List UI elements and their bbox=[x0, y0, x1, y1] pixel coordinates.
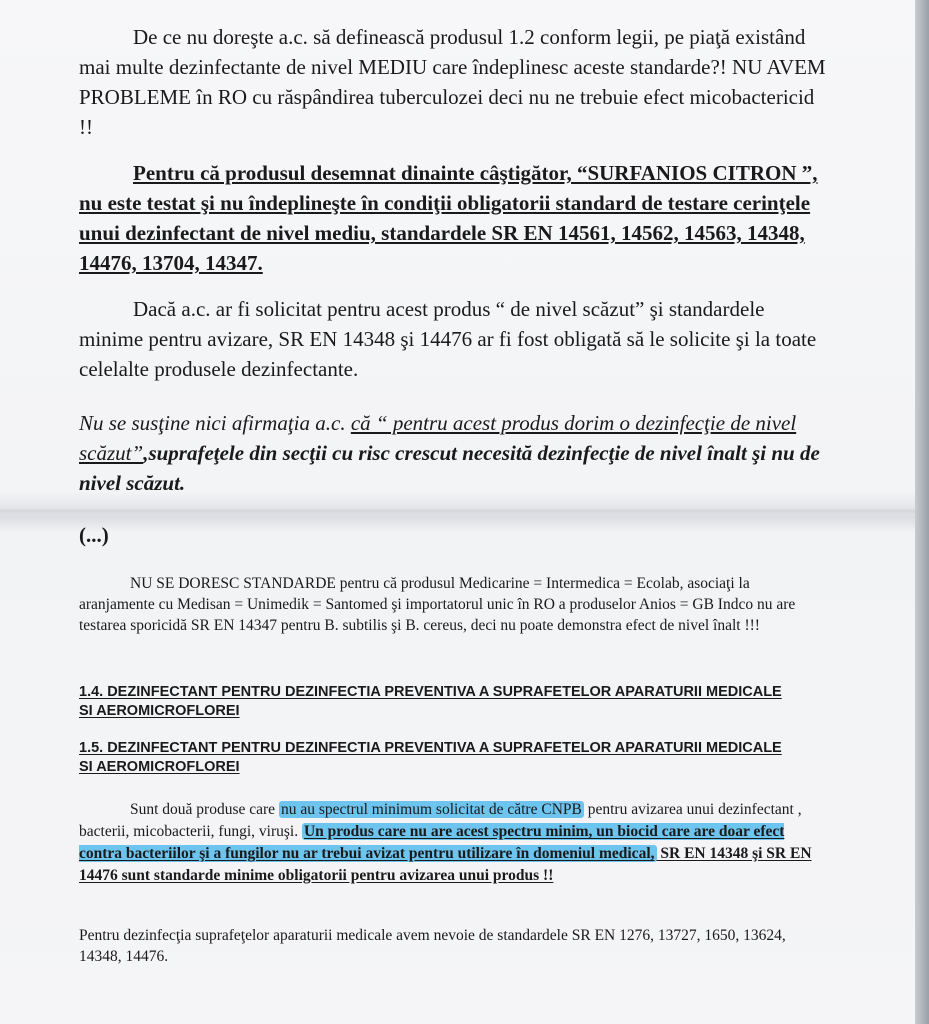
paragraph-why-not-defined: De ce nu doreşte a.c. să definească produsul 1.2 conform legii, pe piaţă existând mai multe dezinfectante de nivel MEDIU care îndeplinesc aceste standarde?! NU AVEM PROBLEME în RO cu răspândirea tuberculozei deci nu ne trebuie efect micobactericid !! bbox=[79, 25, 826, 139]
two-products-detail: pentru avizarea unui dezinfectant , bacterii, micobacterii, fungi, viruşi. bbox=[79, 801, 802, 840]
section-heading-1-5: 1.5. DEZINFECTANT PENTRU DEZINFECTIA PREVENTIVA A SUPRAFETELOR APARATURII MEDICALE SI AEROMICROFLOREI bbox=[79, 740, 782, 775]
paragraph-low-level: Dacă a.c. ar fi solicitat pentru acest produs “ de nivel scăzut” şi standardele minime pentru avizare, SR EN 14348 şi 14476 ar fi fost obligată să le solicite şi la toate celelalte produsele dezinfectante. bbox=[79, 297, 817, 381]
paragraph-surfanios: Pentru că produsul desemnat dinainte câştigător, “SURFANIOS CITRON ”, nu este testat şi nu îndeplineşte în condiţii obligatorii standard de testare cerinţele unui dezinfectant de nivel mediu, standardele SR EN 14561, 14562, 14563, 14348, 14476, 13704, 14347. bbox=[79, 161, 818, 275]
claim-intro: Nu se susţine nici afirmaţia a.c. bbox=[79, 411, 351, 435]
claim-conclusion: ,suprafeţele din secţii cu risc crescut necesită dezinfecţie de nivel înalt şi nu de nivel scăzut. bbox=[79, 441, 820, 495]
paragraph-two-products bbox=[79, 799, 824, 887]
paper-fold-crease bbox=[0, 508, 915, 514]
ellipsis: (...) bbox=[79, 523, 109, 547]
section-heading-1-4: 1.4. DEZINFECTANT PENTRU DEZINFECTIA PREVENTIVA A SUPRAFETELOR APARATURII MEDICALE SI AEROMICROFLOREI bbox=[79, 684, 782, 719]
highlighted-spectrum-text: nu au spectrul minimum solicitat de către CNPB bbox=[280, 801, 582, 818]
minimum-standards-text: SR EN 14348 şi SR EN 14476 sunt standarde minime obligatorii pentru avizarea unui produs !! bbox=[79, 845, 812, 884]
highlighted-biocid-text: Un produs care nu are acest spectru minim, un biocid care are doar efect contra bacteriilor şi a fungilor nu ar trebui avizat pentru utilizare în domeniul medical, bbox=[79, 823, 785, 862]
claim-quote: că “ pentru acest produs dorim o dezinfecţie de nivel scăzut” bbox=[79, 411, 797, 465]
paragraph-no-standards: NU SE DORESC STANDARDE pentru că produsul Medicarine = Intermedica = Ecolab, asociaţi la aranjamente cu Medisan = Unimedik = Santomed şi importatorul unic în RO a produselor Anios = GB Indco nu are testarea sporicidă SR EN 14347 pentru B. subtilis şi B. cereus, deci nu poate demonstra efect de nivel înalt !!! bbox=[79, 575, 796, 634]
paragraph-surface-disinfection: Pentru dezinfecţia suprafeţelor aparaturii medicale avem nevoie de standardele SR EN 1276, 13727, 1650, 13624, 14348, 14476. bbox=[79, 927, 786, 965]
two-products-intro: Sunt două produse care bbox=[130, 801, 279, 818]
paragraph-claim bbox=[79, 408, 829, 498]
page-edge bbox=[915, 0, 929, 1024]
